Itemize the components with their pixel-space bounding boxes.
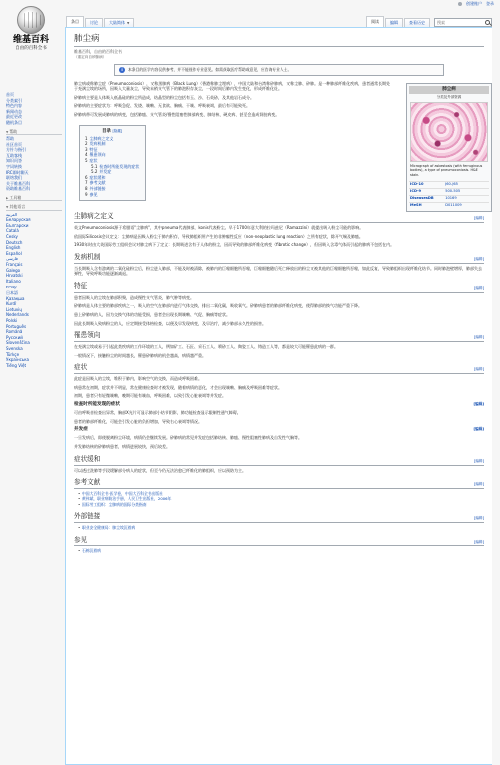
section-paragraph: 病患常在初期，症状并不明显，常在健康检查时才被发现，随着病情的恶化，才会出现咳嗽、胸痛及呼吸困难等症状。 bbox=[74, 384, 282, 390]
section-heading-features: 特征 [编辑] bbox=[74, 282, 484, 293]
sidebar-item[interactable]: 最近更改 bbox=[6, 114, 22, 120]
toc-number: 3 bbox=[85, 146, 88, 152]
sidebar-item[interactable]: 首页 bbox=[6, 92, 14, 97]
table-of-contents bbox=[79, 125, 146, 201]
triangle-down-icon: ▼ bbox=[6, 205, 9, 210]
sidebar-item[interactable]: IRC即时聊天 bbox=[6, 169, 29, 175]
sidebar-item[interactable]: 联络我们 bbox=[6, 175, 22, 181]
edit-link[interactable]: [编辑] bbox=[474, 367, 484, 372]
section-paragraph: 英文Pneumoconiosis源于希腊语"尘肺病"，其中pneuma代表肺部，konis代表粉尘。早于1700年意大利的拉玛兹尼（Ramazzini）就提出吸入粉尘可能的影响。 bbox=[74, 225, 364, 231]
external-link-list bbox=[82, 525, 484, 530]
language-link[interactable]: Deutsch bbox=[6, 239, 23, 245]
sidebar-help bbox=[6, 136, 62, 192]
language-link[interactable]: Slovenščina bbox=[6, 340, 30, 346]
sidebar-item[interactable]: 社区首页 bbox=[6, 141, 22, 147]
edit-link[interactable]: [编辑] bbox=[474, 285, 484, 290]
language-link[interactable]: Українська bbox=[6, 357, 29, 363]
sidebar-item[interactable]: 知识问答 bbox=[6, 158, 22, 164]
disclaimer-text: 本条目的医学内容仅供参考，并不能视作专业意见。如需获取医疗帮助或意见，应咨询专业人士。 bbox=[128, 67, 292, 73]
language-link[interactable]: Français bbox=[6, 262, 23, 268]
user-icon bbox=[458, 2, 462, 6]
variant-label: 大陆简体 bbox=[109, 20, 125, 26]
infobox-row bbox=[409, 202, 489, 209]
infobox-value[interactable]: J60-J65 bbox=[444, 181, 489, 188]
infobox bbox=[406, 83, 492, 212]
edit-link[interactable]: [编辑] bbox=[473, 401, 484, 406]
language-link[interactable]: Nederlands bbox=[6, 312, 29, 318]
toc-number: 1 bbox=[85, 135, 88, 141]
tab-talk[interactable]: 讨论 bbox=[85, 18, 103, 27]
section-paragraph: 一旦发病后，即使脱离粉尘环境，病情仍会继续发展。矽肺病的常见并发症包括肺结核、肺癌、慢性阻塞性肺病及自发性气胸等。 bbox=[74, 435, 302, 441]
create-account-link[interactable]: 创建账户 bbox=[466, 1, 482, 7]
sidebar-item[interactable]: 方针与指引 bbox=[6, 147, 26, 153]
section-heading-mechanism: 发病机制 [编辑] bbox=[74, 253, 484, 264]
section-paragraph: 一般情况下，接触粉尘的时间越长，罹患矽肺病的机会越高，病情越严重。 bbox=[74, 352, 206, 358]
external-link bbox=[82, 525, 484, 530]
redirect-note[interactable]: （重定向自矽肺病） bbox=[74, 54, 107, 59]
toc-number: 8 bbox=[85, 185, 88, 191]
toc-label: 特征 bbox=[89, 146, 98, 152]
medical-disclaimer bbox=[114, 64, 444, 76]
tab-history[interactable]: 查看历史 bbox=[404, 18, 430, 27]
language-link[interactable]: Italiano bbox=[6, 278, 21, 284]
language-link[interactable]: العربية bbox=[6, 211, 17, 217]
language-link[interactable]: Български bbox=[6, 222, 29, 228]
toc-number: 5.1 bbox=[91, 163, 98, 169]
sidebar-heading-tools[interactable]: ▶工具箱 bbox=[6, 195, 62, 201]
sidebar-heading-help[interactable]: ▼帮助 bbox=[6, 129, 62, 135]
toc-number: 4 bbox=[85, 152, 88, 158]
toc-label: 参见 bbox=[89, 191, 98, 197]
puzzle-globe-icon bbox=[17, 6, 45, 34]
infobox-caption: Micrograph of asbestosis (with ferruginous bodies), a type of pneumoconiosis. H&E stain. bbox=[410, 163, 483, 177]
language-link[interactable]: Română bbox=[6, 329, 23, 335]
view-tabs bbox=[366, 16, 492, 27]
language-link[interactable]: Türkçe bbox=[6, 351, 20, 357]
namespace-tabs bbox=[66, 16, 135, 27]
section-paragraph: 患者因吸入的尘埃在肺部积聚，造成慢性支气管炎，肺气肿等病变。 bbox=[74, 294, 194, 300]
infobox-value[interactable]: 500-505 bbox=[444, 188, 489, 195]
search-icon[interactable] bbox=[485, 20, 490, 25]
section-paragraph: 依国际Silicosis会议定义：尘肺病是因吸入粉尘于肺内积存，导致肺组织所产生的非肿瘤性反应（non-neoplastic lung reaction）之所有症状，除开气喘及肺癌。 bbox=[74, 233, 363, 239]
language-link[interactable]: Svenska bbox=[6, 345, 23, 351]
toc-label: 罹患领向 bbox=[89, 152, 106, 158]
section-paragraph: 并发肺结核的矽肺病患者，病情进展较快，预后较差。 bbox=[74, 444, 170, 450]
see-also-item bbox=[82, 548, 484, 553]
language-link[interactable]: 日本語 bbox=[6, 289, 18, 295]
toc-label: 尘肺病之定义 bbox=[89, 135, 114, 141]
intro-paragraph: 矽肺病的主要症状为：呼吸急促、发烧、咳嗽、无食欲、胸痛、干咳、呼吸衰竭，最后有可能致死。 bbox=[74, 103, 250, 109]
sidebar bbox=[6, 92, 62, 371]
sidebar-item[interactable]: 帮助 bbox=[6, 135, 14, 141]
toc-label: 外部链接 bbox=[89, 185, 106, 191]
intro-paragraph: 矽肺病带可发展成肺病的病变，包括肺癌、支气管炎/慢性阻塞性肺部病变、肺结核、硬皮病、甚至会造成肾脏病变。 bbox=[74, 112, 280, 118]
toc-label: 发病机制 bbox=[89, 141, 106, 147]
infobox-key[interactable]: ICD-9 bbox=[409, 188, 444, 195]
infobox-row bbox=[409, 195, 489, 202]
language-link[interactable]: فارسی bbox=[6, 256, 18, 262]
language-link[interactable]: Русский bbox=[6, 334, 23, 340]
language-link[interactable]: Galego bbox=[6, 267, 21, 273]
edit-link[interactable]: [编辑] bbox=[474, 539, 484, 544]
reference-list bbox=[82, 491, 484, 507]
sidebar-item[interactable]: 新闻动态 bbox=[6, 108, 22, 114]
tab-read[interactable]: 阅读 bbox=[366, 16, 384, 27]
sidebar-languages bbox=[6, 212, 62, 369]
external-link-text[interactable]: 职业安全健康局：肺尘埃沉着病 bbox=[82, 525, 136, 531]
toc-number: 5 bbox=[85, 157, 88, 163]
language-link[interactable]: Lietuvių bbox=[6, 306, 22, 312]
sidebar-navigation bbox=[6, 92, 62, 126]
see-also-list bbox=[82, 548, 484, 553]
section-heading-name: 尘肺病之定义 [编辑] bbox=[74, 212, 484, 223]
subsection-heading-complications: 并发症 [编辑] bbox=[74, 427, 484, 433]
chevron-down-icon: ▼ bbox=[127, 20, 130, 25]
edit-link[interactable]: [编辑] bbox=[474, 216, 484, 221]
edit-link[interactable]: [编辑] bbox=[474, 458, 484, 463]
section-paragraph: 此症是因吸入的尘埃，堆积于肺内，影响空气的交换，而造成呼吸困难。 bbox=[74, 376, 202, 382]
triangle-down-icon: ▼ bbox=[6, 129, 9, 134]
sidebar-item[interactable]: 随机条目 bbox=[6, 119, 22, 125]
language-link[interactable]: Español bbox=[6, 250, 22, 256]
sidebar-item[interactable]: 资助维基百科 bbox=[6, 186, 30, 192]
section-paragraph: 患者的肺部纤维化，可能会引发心脏的负担增加，导致右心衰竭等情况。 bbox=[74, 418, 202, 424]
infobox-value[interactable]: 10169 bbox=[444, 195, 489, 202]
language-link[interactable]: עברית bbox=[6, 284, 17, 290]
sidebar-item[interactable]: 字词转换 bbox=[6, 163, 22, 169]
section-heading-trend: 罹患领向 [编辑] bbox=[74, 331, 484, 342]
toc-number: 2 bbox=[85, 141, 88, 147]
section-heading-relief: 症状缓和 [编辑] bbox=[74, 455, 484, 466]
section-heading-references: 参考文献 [编辑] bbox=[74, 478, 484, 489]
toc-label: 并发症 bbox=[99, 169, 112, 175]
user-bar bbox=[458, 0, 494, 8]
reference-item-text[interactable]: 黄伟斌，职业病防治手册，人民卫生出版社，2006年 bbox=[82, 496, 172, 502]
toc-label: 检查时所能发现的症状 bbox=[99, 163, 140, 169]
intro-paragraph: 矽肺病主要是人体吸入低晶硅的粉尘所造成，结晶型的粉尘包括有玉、沙、石英砂，及其他岩石成分。 bbox=[74, 94, 254, 100]
section-paragraph: 当长期吸入含有游离的二氧化硅粉尘后，粉尘进入肺部，不能及时被清除，被肺内的巨噬细胞所吞噬，巨噬细胞随后死亡释放出的粉尘又被其他的巨噬细胞所吞噬，如此反复，导致肺组织出现纤维化结节。同时肺泡壁增厚，肺部失去弹性，导致呼吸功能逐渐减退。 bbox=[74, 265, 482, 277]
language-link[interactable]: Polski bbox=[6, 317, 18, 323]
toc-number: 7 bbox=[85, 180, 88, 186]
intro-paragraph: 肺尘病或称肺尘症（Pneumoconiosis），又称黑肺病（Black Lung）（香港称肺尘埋病），中国大陆和台湾称矽肺病，又称尘肺、矽肺。是一种肺部纤维化疾病，患者通常长期处于充满尘埃的场所，因吸入大量灰尘，导致末梢支气管下的肺泡积存灰尘，一段时间后肺内发生变化，形成纤维化灶。 bbox=[74, 80, 391, 92]
language-link[interactable]: English bbox=[6, 245, 21, 251]
toc-label: 参考文献 bbox=[89, 180, 106, 186]
language-link[interactable]: Tiếng Việt bbox=[6, 362, 27, 368]
see-also-item-text[interactable]: 石棉沉着病 bbox=[82, 548, 101, 554]
language-link[interactable]: Қазақша bbox=[6, 295, 25, 301]
info-icon: i bbox=[119, 67, 125, 73]
sidebar-item[interactable]: 分类索引 bbox=[6, 97, 22, 103]
tab-variant[interactable] bbox=[104, 18, 134, 27]
language-link[interactable]: Hrvatski bbox=[6, 273, 23, 279]
search-box bbox=[434, 18, 492, 27]
site-logo[interactable] bbox=[2, 4, 60, 62]
section-paragraph: 可由呼吸音检查出异常，胸部X光片可显示肺部小结节阴影，肺功能检查显示限制性通气障碍。 bbox=[74, 410, 241, 416]
search-input[interactable] bbox=[435, 19, 485, 26]
section-heading-see-also: 参见 [编辑] bbox=[74, 536, 484, 547]
micrograph-image[interactable] bbox=[410, 102, 488, 162]
toc-number: 6 bbox=[85, 174, 88, 180]
reference-item bbox=[82, 502, 484, 507]
section-paragraph: 1930年时由大英国际劳工组织会议对肺尘病下了定义：长期吸进含有于人体的粉尘，因而导致的肺部纤维化病变（fibrotic change），但因吸入含毒气体而引起的肺病不包括在内。 bbox=[74, 242, 395, 248]
language-link[interactable]: Беларуская bbox=[6, 217, 31, 223]
toc-item[interactable] bbox=[85, 192, 139, 198]
language-link[interactable]: Česky bbox=[6, 234, 18, 240]
section-paragraph: 矽肺病是人体主要的肺部疾病之一，吸入的空气在肺部内进行气体交换，排出二氧化碳，吸收氧气。矽肺病患者的肺部纤维化病变，使得肺部的换气功能严重下降。 bbox=[74, 303, 362, 309]
reference-item-text[interactable]: 中国大百科全书·医学卷，中国大百科全书出版社 bbox=[82, 491, 163, 497]
infobox-row bbox=[409, 181, 489, 188]
tab-article[interactable]: 条目 bbox=[66, 16, 84, 27]
edit-link[interactable]: [编辑] bbox=[473, 427, 484, 432]
toc-number: 9 bbox=[85, 191, 88, 197]
section-paragraph: 可以透过洗肺等手段缓解部分病人的症状，但至今仍无法治愈已纤维化的肺组织，应以预防为主。 bbox=[74, 467, 246, 473]
infobox-table bbox=[409, 181, 489, 209]
logo-tagline: 自由的百科全书 bbox=[15, 45, 47, 51]
infobox-subtitle: 分类及外部资源 bbox=[436, 95, 462, 100]
language-link[interactable]: Català bbox=[6, 228, 19, 234]
edit-link[interactable]: [编辑] bbox=[474, 335, 484, 340]
toc-list bbox=[85, 136, 139, 198]
section-paragraph: 初期，患者只有轻微咳嗽，晚期可能有咳血，呼吸困难，以致引发心脏衰竭等并发症。 bbox=[74, 393, 226, 399]
language-link[interactable]: Kurdî bbox=[6, 301, 17, 307]
reference-item-text[interactable]: 国际劳工组织：尘肺病的国际分类指南 bbox=[82, 501, 147, 507]
sidebar-item[interactable]: 特色内容 bbox=[6, 103, 22, 109]
edit-link[interactable]: [编辑] bbox=[474, 256, 484, 261]
toc-label: 症状缓和 bbox=[89, 174, 106, 180]
infobox-key[interactable]: MeSH bbox=[409, 202, 444, 209]
tab-edit[interactable]: 编辑 bbox=[385, 18, 403, 27]
page-title: 肺尘病 bbox=[74, 34, 484, 47]
toc-label: 症状 bbox=[89, 157, 98, 163]
sidebar-item[interactable]: 关于维基百科 bbox=[6, 180, 30, 186]
section-heading-symptoms: 症状 [编辑] bbox=[74, 363, 484, 374]
site-subtitle: 维基百科，自由的百科全书 bbox=[74, 49, 122, 55]
infobox-key[interactable]: ICD-10 bbox=[409, 181, 444, 188]
edit-link[interactable]: [编辑] bbox=[474, 516, 484, 521]
infobox-value[interactable]: D011009 bbox=[444, 202, 489, 209]
section-paragraph: 患上矽肺病的人，因为交换气体的功能受损，患者会出现长期咳嗽、气促、胸痛等症状。 bbox=[74, 311, 230, 317]
section-paragraph: 因此长期吸入致病粉尘的人，应定期接受体格检查，以便及早发现病变，及早治疗，减少肺部永久性的损害。 bbox=[74, 320, 266, 326]
sidebar-item[interactable]: 互助客栈 bbox=[6, 152, 22, 158]
triangle-right-icon: ▶ bbox=[6, 195, 9, 200]
section-paragraph: 在充满尘埃或易于引起此类疾病的工作环境的工人，例如矿工、石匠、采石工人、喷砂工人、陶瓷工人、铸造工人等，都是较大可能罹患此病的一群。 bbox=[74, 344, 338, 350]
section-heading-external: 外部链接 [编辑] bbox=[74, 512, 484, 523]
infobox-row bbox=[409, 188, 489, 195]
toc-number: 5.2 bbox=[91, 169, 98, 175]
toc-toggle[interactable]: [隐藏] bbox=[112, 128, 123, 133]
sidebar-heading-languages[interactable]: ▼其他语言 bbox=[6, 204, 62, 210]
language-link[interactable]: Português bbox=[6, 323, 27, 329]
login-link[interactable]: 登录 bbox=[486, 1, 494, 7]
infobox-title: 肺尘病 bbox=[409, 86, 489, 94]
toc-title: 目录 [隐藏] bbox=[102, 128, 123, 134]
infobox-key[interactable]: DiseasesDB bbox=[409, 195, 444, 202]
subsection-heading-checks: 检查时所能发现的症状 [编辑] bbox=[74, 401, 484, 407]
edit-link[interactable]: [编辑] bbox=[474, 482, 484, 487]
logo-title: 维基百科 bbox=[12, 35, 49, 45]
